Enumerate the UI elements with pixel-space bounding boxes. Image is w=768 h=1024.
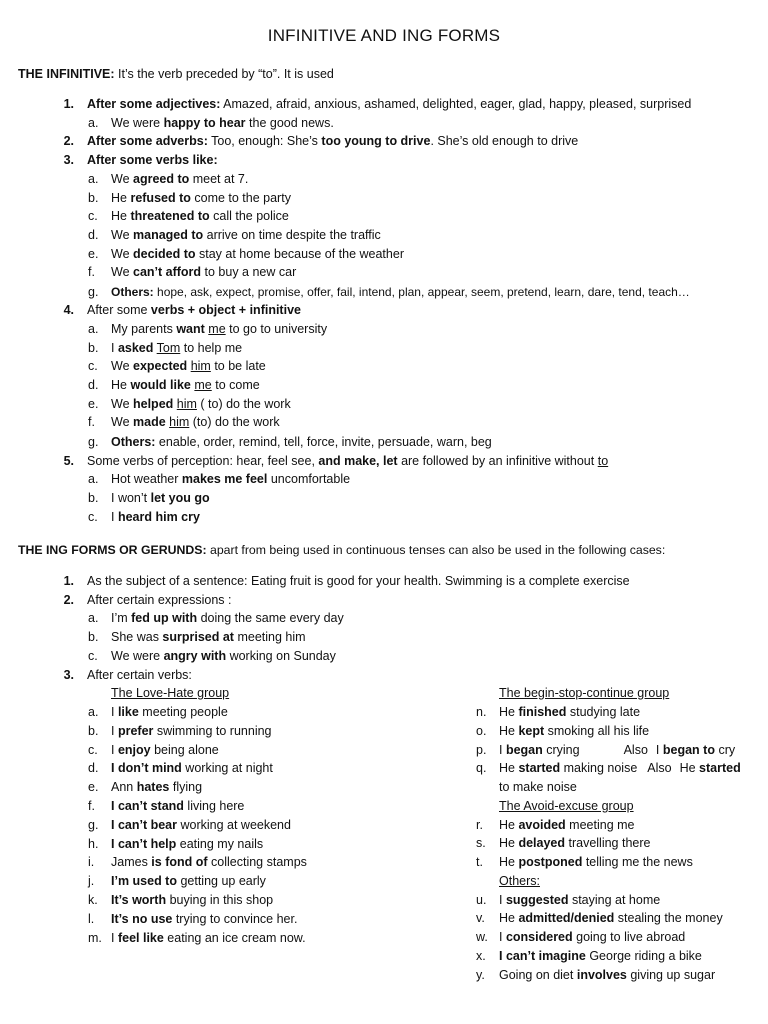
list-item: [499, 779, 577, 795]
text: to come: [211, 378, 260, 392]
item-letter: h.: [88, 836, 99, 851]
item-letter: c.: [88, 359, 98, 373]
heading-label: THE ING FORMS OR GERUNDS:: [18, 543, 207, 557]
item-letter: x.: [476, 948, 486, 963]
text: making noise: [560, 761, 638, 776]
text: getting up early: [176, 874, 266, 889]
text: I: [111, 930, 118, 945]
bold-text: I can’t help: [111, 836, 177, 851]
text: I: [655, 742, 663, 757]
list-item: [499, 723, 649, 739]
list-item: [499, 967, 715, 983]
text: I: [499, 892, 506, 907]
text: We were: [111, 116, 164, 130]
text: He: [499, 817, 519, 832]
text: We: [111, 247, 133, 261]
item-number: 5.: [63, 454, 74, 468]
item-letter: a.: [88, 611, 99, 625]
text: going to live abroad: [572, 930, 686, 944]
text: giving up sugar: [626, 967, 716, 982]
item-letter: b.: [88, 191, 99, 205]
bold-text: and make, let: [318, 454, 398, 468]
list-item: [111, 414, 280, 430]
item-letter: t.: [476, 855, 483, 869]
heading-text: It’s the verb preceded by “to”. It is used: [114, 67, 334, 81]
text: I: [111, 723, 118, 738]
text: to go to university: [225, 322, 328, 336]
text: meet at 7.: [189, 172, 249, 186]
text: staying at home: [568, 892, 661, 907]
bold-text: admitted/denied: [518, 911, 615, 926]
page-title: INFINITIVE AND ING FORMS: [267, 26, 501, 45]
text: meeting people: [138, 705, 228, 719]
bold-text: finished: [518, 705, 567, 719]
item-letter: s.: [476, 836, 486, 851]
bold-text: decided to: [133, 247, 196, 261]
text: He: [499, 855, 519, 869]
text: to make noise: [499, 780, 577, 794]
list-item: [111, 629, 306, 645]
text: He: [499, 836, 519, 851]
bold-text: kept: [518, 723, 545, 738]
text: I: [499, 930, 506, 944]
item-letter: d.: [88, 378, 99, 392]
list-item: [111, 610, 344, 626]
text: Too, enough: She’s: [207, 134, 322, 148]
item-letter: g.: [88, 435, 99, 449]
list-item: [111, 284, 690, 300]
text: He: [111, 209, 131, 223]
item-letter: a.: [88, 705, 99, 719]
bold-text: suggested: [505, 892, 569, 907]
list-item: [87, 133, 578, 149]
text: He: [679, 761, 700, 776]
item-letter: v.: [476, 911, 485, 926]
bold-text: like: [117, 705, 139, 719]
text: crying: [542, 742, 580, 757]
infinitive-heading: [18, 66, 334, 82]
also-label: Also: [647, 761, 672, 776]
text: to help me: [180, 341, 243, 355]
text: meeting me: [565, 817, 635, 832]
list-item: [111, 509, 200, 525]
text: My parents: [111, 322, 177, 336]
list-item: [111, 340, 242, 356]
text: buying in this shop: [166, 893, 274, 907]
text: I: [111, 510, 118, 524]
bold-text: prefer: [117, 723, 154, 738]
text: (to) do the work: [189, 415, 280, 429]
item-letter: o.: [476, 723, 487, 738]
item-letter: i.: [88, 855, 95, 870]
text: travelling there: [565, 836, 651, 851]
text: . She’s old enough to drive: [430, 134, 579, 148]
list-item: [111, 396, 291, 412]
bold-text: It’s no use: [111, 911, 173, 926]
item-letter: y.: [476, 967, 485, 982]
list-item: [111, 892, 273, 908]
bold-text: enjoy: [117, 742, 151, 757]
text: He: [499, 723, 519, 738]
text: being alone: [150, 742, 219, 757]
item-letter: b.: [88, 491, 99, 505]
bold-text: too young to drive: [321, 134, 431, 148]
list-item: [111, 798, 244, 814]
bold-text: expected: [133, 359, 188, 373]
text: George riding a bike: [585, 948, 702, 963]
underlined-text: him: [190, 359, 211, 373]
item-letter: a.: [88, 172, 99, 186]
bold-text: angry with: [163, 649, 227, 663]
text: collecting stamps: [207, 855, 307, 870]
item-letter: d.: [88, 761, 99, 776]
bold-text: I can’t imagine: [499, 948, 586, 963]
list-item: After certain verbs:: [87, 668, 192, 682]
bold-text: I can’t stand: [111, 799, 184, 813]
item-text: Amazed, afraid, anxious, ashamed, delighted, eager, glad, happy, pleased, surprised: [220, 97, 692, 111]
item-letter: b.: [88, 630, 99, 644]
list-item: [499, 817, 634, 833]
item-number: 1.: [63, 574, 74, 588]
list-item: [499, 910, 723, 926]
group-title-avoid-excuse: The Avoid-excuse group: [499, 798, 634, 813]
underlined-text: me: [208, 322, 226, 336]
underlined-text: him: [169, 415, 190, 429]
list-item: [111, 648, 336, 664]
item-number: 3.: [63, 668, 74, 682]
text: telling me the news: [582, 855, 693, 869]
item-letter: b.: [88, 341, 99, 355]
item-label: After some adverbs:: [87, 134, 208, 148]
item-letter: j.: [88, 874, 95, 889]
text: eating an ice cream now.: [163, 930, 306, 945]
list-item: [111, 836, 263, 852]
list-item: [111, 742, 219, 758]
text: I’m: [111, 611, 132, 625]
bold-text: involves: [576, 967, 627, 982]
list-item: [111, 817, 291, 833]
text: After some: [87, 303, 151, 317]
bold-text: makes me feel: [181, 472, 268, 486]
text: working on Sunday: [226, 649, 336, 663]
list-item: [499, 742, 735, 758]
item-number: 3.: [63, 153, 74, 167]
bold-text: delayed: [518, 836, 566, 851]
text: stealing the money: [614, 911, 723, 926]
list-item: [111, 208, 289, 224]
heading-label: THE INFINITIVE:: [18, 67, 115, 81]
text: cry: [714, 742, 736, 757]
bold-text: started: [518, 761, 561, 776]
item-letter: a.: [88, 472, 99, 486]
text: doing the same every day: [197, 611, 344, 625]
underlined-text: Tom: [156, 341, 181, 355]
list-item: [111, 760, 273, 776]
list-item: [111, 227, 381, 243]
text: working at weekend: [177, 817, 291, 832]
underlined-text: me: [194, 378, 212, 392]
bold-text: began to: [662, 742, 715, 757]
text: come to the party: [190, 191, 291, 205]
list-item: [499, 854, 693, 870]
item-letter: u.: [476, 892, 487, 907]
text: I: [111, 742, 118, 757]
text: living here: [183, 799, 245, 813]
list-item: [111, 723, 272, 739]
text: Going on diet: [499, 967, 577, 982]
bold-text: want: [176, 322, 205, 336]
list-item: [111, 704, 228, 720]
text: James: [111, 855, 152, 870]
list-item: [499, 929, 685, 945]
list-item: [499, 760, 741, 776]
underlined-text: to: [597, 454, 609, 468]
text: arrive on time despite the traffic: [203, 228, 381, 242]
bold-text: started: [699, 761, 741, 776]
item-letter: c.: [88, 742, 98, 757]
bold-text: avoided: [518, 817, 566, 832]
text: We: [111, 397, 133, 411]
bold-text: made: [133, 415, 166, 429]
list-item: [111, 190, 291, 206]
item-letter: a.: [88, 322, 99, 336]
text: to buy a new car: [201, 265, 297, 279]
item-letter: f.: [88, 265, 95, 279]
item-letter: k.: [88, 893, 98, 907]
bold-text: can’t afford: [133, 265, 202, 279]
text: to be late: [210, 359, 266, 373]
text: working at night: [181, 761, 273, 776]
bold-text: considered: [505, 930, 573, 944]
bold-text: refused to: [130, 191, 191, 205]
text: eating my nails: [176, 836, 264, 851]
item-number: 4.: [63, 303, 74, 317]
list-item: [111, 115, 334, 131]
text: meeting him: [233, 630, 306, 644]
heading-text: apart from being used in continuous tenses can also be used in the following cases:: [206, 543, 666, 557]
bold-text: hates: [136, 780, 170, 795]
bold-text: is fond of: [151, 855, 208, 870]
text: uncomfortable: [267, 472, 351, 486]
text: Some verbs of perception: hear, feel see,: [87, 454, 319, 468]
text: We: [111, 415, 133, 429]
group-title-love-hate: The Love-Hate group: [111, 686, 230, 700]
text: We: [111, 359, 133, 373]
item-letter: c.: [88, 209, 98, 223]
bold-text: I don’t mind: [111, 761, 182, 776]
item-letter: p.: [476, 742, 487, 757]
item-letter: g.: [88, 285, 99, 299]
bold-text: postponed: [518, 855, 583, 869]
item-letter: e.: [88, 780, 99, 795]
bold-text: would like: [130, 378, 191, 392]
list-item: [111, 911, 297, 927]
text: He: [499, 911, 519, 926]
text: studying late: [566, 705, 641, 719]
text: are followed by an infinitive without: [397, 454, 598, 468]
item-letter: r.: [476, 817, 483, 832]
text: swimming to running: [153, 723, 272, 738]
item-letter: f.: [88, 415, 95, 429]
item-letter: e.: [88, 397, 99, 411]
text: stay at home because of the weather: [195, 247, 404, 261]
list-item: After some verbs like:: [87, 153, 218, 167]
item-letter: w.: [476, 930, 488, 944]
item-letter: e.: [88, 247, 99, 261]
list-item: [111, 246, 404, 262]
list-item: [499, 892, 660, 908]
list-item: [111, 377, 260, 393]
group-title-others: Others:: [499, 873, 540, 888]
list-item: [111, 434, 492, 450]
list-item: [499, 704, 640, 720]
list-item: [111, 321, 327, 337]
list-item: [87, 96, 691, 112]
bold-text: verbs + object + infinitive: [150, 303, 301, 317]
list-item: [111, 358, 266, 374]
item-number: 1.: [63, 97, 74, 111]
list-item: [111, 779, 202, 795]
text: Hot weather: [111, 472, 182, 486]
item-letter: g.: [88, 817, 99, 832]
text: call the police: [209, 209, 289, 223]
bold-text: fed up with: [131, 611, 198, 625]
bold-text: I can’t bear: [111, 817, 177, 832]
text: We were: [111, 649, 164, 663]
text: I won’t: [111, 491, 151, 505]
bold-text: It’s worth: [111, 893, 167, 907]
text: the good news.: [245, 116, 334, 130]
bold-text: happy to hear: [163, 116, 246, 130]
text: I: [499, 742, 506, 757]
item-letter: f.: [88, 799, 95, 813]
list-item: [111, 264, 296, 280]
list-item: [111, 490, 210, 506]
item-label: After some adjectives:: [87, 97, 221, 111]
item-letter: d.: [88, 228, 99, 242]
item-letter: b.: [88, 723, 99, 738]
text: She was: [111, 630, 163, 644]
list-item: [111, 873, 266, 889]
list-item: As the subject of a sentence: Eating fruit is good for your health. Swimming is a complete exercise: [87, 574, 630, 588]
list-item: [111, 854, 307, 870]
list-item: [499, 948, 702, 964]
text: hope, ask, expect, promise, offer, fail, intend, plan, appear, seem, pretend, learn, dare, tend, teach…: [153, 285, 690, 299]
list-item: [87, 302, 301, 318]
text: He: [111, 378, 131, 392]
item-letter: a.: [88, 116, 99, 130]
list-item: After certain expressions :: [87, 593, 232, 607]
text: We: [111, 172, 133, 186]
item-letter: c.: [88, 649, 98, 663]
text: smoking all his life: [544, 723, 650, 738]
also-label: Also: [623, 742, 648, 757]
list-item: [499, 835, 650, 851]
item-letter: n.: [476, 705, 487, 719]
bold-text: let you go: [150, 491, 210, 505]
bold-text: asked: [117, 341, 154, 355]
bold-text: heard him cry: [117, 510, 200, 524]
underlined-text: him: [176, 397, 197, 411]
bold-text: feel like: [117, 930, 164, 945]
text: I: [111, 705, 118, 719]
list-item: [111, 171, 248, 187]
bold-text: I’m used to: [111, 874, 177, 889]
text: He: [499, 761, 519, 776]
bold-text: agreed to: [133, 172, 190, 186]
group-title-begin-stop: The begin-stop-continue group: [499, 686, 670, 700]
text: ( to) do the work: [196, 397, 291, 411]
item-letter: l.: [88, 911, 95, 926]
item-letter: q.: [476, 761, 487, 776]
bold-text: surprised at: [162, 630, 234, 644]
item-letter: m.: [88, 930, 102, 945]
bold-text: threatened to: [130, 209, 210, 223]
item-number: 2.: [63, 593, 74, 607]
list-item: [87, 453, 608, 469]
text: We: [111, 265, 133, 279]
text: enable, order, remind, tell, force, invite, persuade, warn, beg: [155, 435, 492, 449]
list-item: [111, 471, 350, 487]
bold-text: helped: [133, 397, 174, 411]
bold-text: managed to: [133, 228, 204, 242]
text: Ann: [111, 780, 137, 795]
ing-heading: [18, 542, 665, 558]
bold-text: began: [505, 742, 543, 757]
bold-text: Others:: [111, 435, 156, 449]
item-number: 2.: [63, 134, 74, 148]
text: We: [111, 228, 133, 242]
text: He: [111, 191, 131, 205]
item-letter: c.: [88, 510, 98, 524]
text: I: [111, 341, 118, 355]
text: flying: [169, 780, 203, 795]
text: trying to convince her.: [172, 911, 298, 926]
list-item: [111, 930, 306, 946]
bold-text: Others:: [111, 285, 154, 299]
text: He: [499, 705, 519, 719]
